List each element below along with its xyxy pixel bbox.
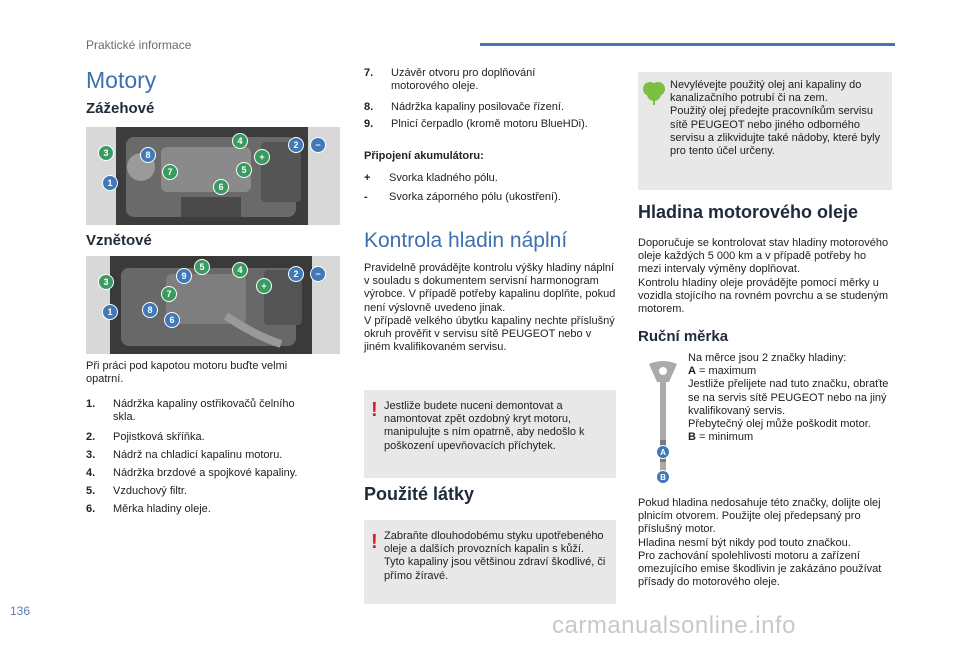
item-number: 4. (86, 467, 96, 479)
marker-a-line (688, 365, 892, 378)
warning-text: Jestliže budete nuceni demontovat a namontovat zpět ozdobný kryt motoru, manipulujte s ním opatrně, aby nedošlo k poškození upevňovacích příchytek. (384, 400, 585, 452)
badge-minus: − (310, 137, 326, 153)
page-number: 136 (10, 604, 31, 618)
badge-1: 1 (102, 304, 118, 320)
item-number: 7. (364, 67, 374, 79)
badge-6: 6 (213, 179, 229, 195)
item-text: Nádržka brzdové a spojkové kapaliny. (113, 467, 298, 479)
badge-1: 1 (102, 175, 118, 191)
item-text: Uzávěr otvoru pro doplňování motorového oleje. (391, 67, 536, 93)
item-text: Svorka záporného pólu (ukostření). (389, 191, 561, 203)
list-item (86, 503, 326, 517)
battery-heading: Připojení akumulátoru: (364, 150, 484, 162)
oil-title: Hladina motorového oleje (638, 202, 859, 222)
item-number: + (364, 172, 371, 184)
item-text: Plnicí čerpadlo (kromě motoru BlueHDi). (391, 118, 588, 130)
list-item (364, 172, 614, 186)
list-item (364, 118, 614, 132)
diesel-heading: Vznětové (86, 232, 152, 249)
badge-minus: − (310, 266, 326, 282)
marker-a-label: A (688, 365, 696, 378)
diesel-engine-image (86, 256, 340, 354)
item-number: 8. (364, 101, 374, 113)
eco-note-text: Nevylévejte použitý olej ani kapaliny do kanalizačního potrubí či na zem. Použitý olej předejte pracovníkům servisu sítě PEUGEOT nebo jiného odborného servisu a zlikvidujte také nádoby, které byly pro tento účel určeny. (670, 79, 881, 158)
badge-5: 5 (194, 259, 210, 275)
marker-b-text: = minimum (695, 431, 754, 444)
petrol-engine-image (86, 127, 340, 225)
warning-icon: ! (371, 399, 378, 421)
badge-6: 6 (164, 312, 180, 328)
watermark: carmanualsonline.info (552, 612, 796, 639)
marker-a-badge: A (656, 445, 670, 459)
badge-3: 3 (98, 145, 114, 161)
badge-4: 4 (232, 133, 248, 149)
badge-3: 3 (98, 274, 114, 290)
item-text: Nádrž na chladicí kapalinu motoru. (113, 449, 283, 461)
list-item (86, 449, 326, 463)
list-item (86, 398, 326, 426)
header-bar (480, 43, 895, 46)
check-title: Kontrola hladin náplní (364, 229, 568, 252)
dipstick-intro: Na měrce jsou 2 značky hladiny: (688, 352, 847, 364)
item-number: 6. (86, 503, 96, 515)
marker-b-badge: B (656, 470, 670, 484)
list-item (86, 467, 326, 481)
item-text: Vzduchový filtr. (113, 485, 187, 497)
check-text: Pravidelně provádějte kontrolu výšky hladiny náplní v souladu s dokumentem servisní harmonogram výrobce. V případě potřeby kapalinu doplňte, pokud není výslovně uvedeno jinak. V případě velkého úbytku kapaliny nechte příslušný okruh prověřit v servisu sítě PEUGEOT nebo v jiném kvalifikovaném servisu. (364, 262, 616, 354)
badge-5: 5 (236, 162, 252, 178)
badge-plus: + (254, 149, 270, 165)
item-number: 1. (86, 398, 96, 410)
dipstick-icon (643, 360, 683, 482)
badge-4: 4 (232, 262, 248, 278)
badge-8: 8 (142, 302, 158, 318)
marker-a-text: = maximum (695, 365, 757, 378)
dipstick-warning: Jestliže přelijete nad tuto značku, obraťte se na servis sítě PEUGEOT nebo na jiný kvalifikovaný servis. Přebytečný olej může poškodit motor. (688, 378, 889, 431)
badge-7: 7 (161, 286, 177, 302)
engine-note: Při práci pod kapotou motoru buďte velmi opatrní. (86, 360, 288, 386)
marker-b-line (688, 431, 892, 444)
item-text: Pojistková skříňka. (113, 431, 205, 443)
eco-note-box (638, 72, 892, 190)
item-text: Nádržka kapaliny ostřikovačů čelního skla. (113, 398, 295, 424)
list-item (364, 191, 614, 205)
badge-8: 8 (140, 147, 156, 163)
marker-b-label: B (688, 431, 696, 444)
petrol-heading: Zážehové (86, 100, 155, 117)
item-number: 3. (86, 449, 96, 461)
dipstick-title: Ruční měrka (638, 328, 729, 345)
badge-plus: + (256, 278, 272, 294)
item-text: Nádržka kapaliny posilovače řízení. (391, 101, 565, 113)
item-text: Svorka kladného pólu. (389, 172, 498, 184)
item-number: 9. (364, 118, 374, 130)
page-title: Motory (86, 67, 157, 93)
dipstick-text (688, 352, 892, 444)
item-text: Měrka hladiny oleje. (113, 503, 211, 515)
list-item (364, 101, 614, 115)
list-item (364, 67, 614, 95)
warning-icon: ! (371, 531, 378, 553)
oil-bottom-text: Pokud hladina nedosahuje této značky, dolijte olej plnicím otvorem. Použijte olej předepsaný pro příslušný motor. Hladina nesmí být nikdy pod touto značkou. Pro zachování spolehlivosti motoru a zařízení omezujícího emise škodlivin je zakázáno používat přísady do motorového oleje. (638, 497, 882, 589)
warning-box (364, 520, 616, 604)
badge-9: 9 (176, 268, 192, 284)
warning-box (364, 390, 616, 478)
leaf-icon (642, 80, 666, 106)
warning-text: Zabraňte dlouhodobému styku upotřebeného oleje a dalších provozních kapalin s kůží. Tyto kapaliny jsou většinou zdraví škodlivé, či přímo žíravé. (384, 530, 606, 582)
item-number: 5. (86, 485, 96, 497)
used-title: Použité látky (364, 484, 475, 504)
list-item (86, 485, 326, 499)
list-item (86, 431, 326, 445)
badge-2: 2 (288, 137, 304, 153)
oil-text: Doporučuje se kontrolovat stav hladiny motorového oleje každých 5 000 km a v případě potřeby ho mezi intervaly výměny doplňovat. Kontrolu hladiny oleje provádějte pomocí měrky u vozidla stojícího na rovném povrchu a se studeným motorem. (638, 237, 889, 316)
item-number: - (364, 191, 368, 203)
badge-2: 2 (288, 266, 304, 282)
item-number: 2. (86, 431, 96, 443)
section-label: Praktické informace (86, 38, 192, 52)
badge-7: 7 (162, 164, 178, 180)
